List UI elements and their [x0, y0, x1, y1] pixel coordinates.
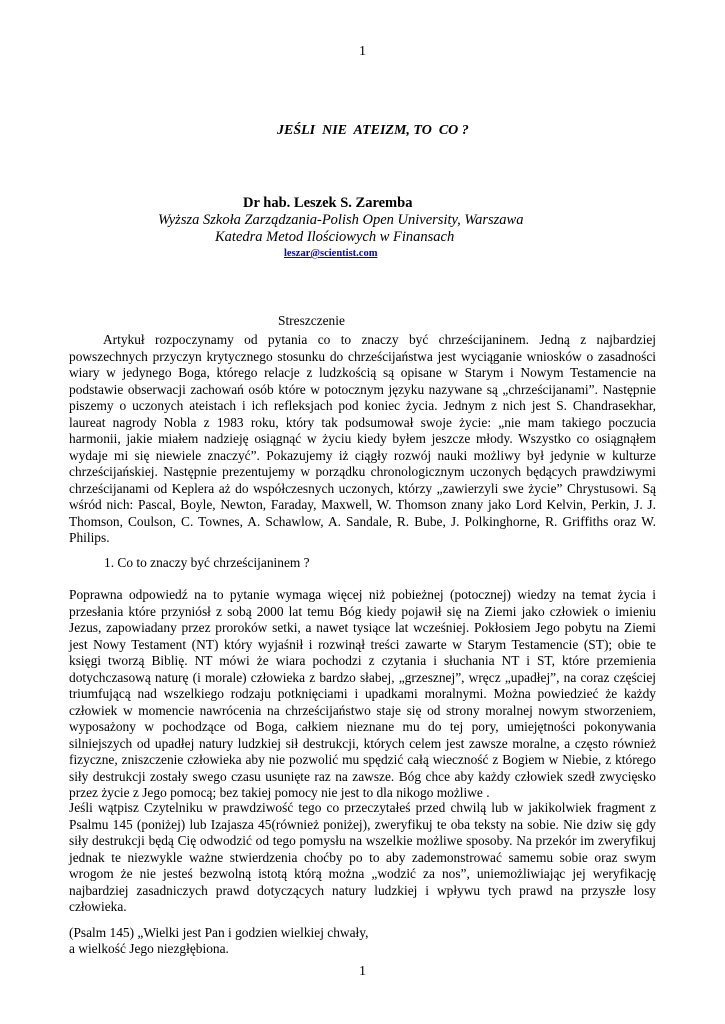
page-number-top-text: 1: [359, 44, 366, 59]
document-title: JEŚLI NIE ATEIZM, TO CO ?: [277, 123, 469, 138]
page-number-top: [0, 44, 725, 61]
author-name: Dr hab. Leszek S. Zaremba: [243, 195, 413, 211]
psalm-quote-line-1: (Psalm 145) „Wielki jest Pan i godzien wielkiej chwały,: [69, 925, 369, 940]
affiliation-line-1: Wyższa Szkoła Zarządzania-Polish Open University, Warszawa: [158, 212, 524, 228]
body-paragraph-2: Jeśli wątpisz Czytelniku w prawdziwość tego co przeczytałeś przed chwilą lub w jakikolwiek fragment z Psalmu 145 (poniżej) lub Izajasza 45(również poniżej), zweryfikuj te oba teksty na sobie. Nie dziw się gdy siły destrukcji będą Cię odwodzić od tego pomysłu na wszelkie możliwe sposoby. Na przekór im zweryfikuj jednak te niezwykle ważne stwierdzenia choćby po to aby zademonstrować samemu sobie oraz swym wrogom że nie jesteś bezwolną istotą którą można „wodzić za nos”, uniemożliwiając jej weryfikację najbardziej zasadniczych prawd dotyczących natury ludzkiej i wpływu tych prawd na przyszłe losy człowieka.: [69, 800, 656, 914]
author-email-link[interactable]: leszar@scientist.com: [284, 248, 378, 259]
affiliation-line-2: Katedra Metod Ilościowych w Finansach: [215, 229, 455, 245]
abstract-heading: Streszczenie: [278, 313, 345, 328]
psalm-quote-line-2: a wielkość Jego niezgłębiona.: [69, 941, 229, 956]
body-paragraph-1: Poprawna odpowiedź na to pytanie wymaga więcej niż pobieżnej (potocznej) wiedzy na temat życia i przesłania które przyniósł z sobą 2000 lat temu Bóg kiedy pojawił się na Ziemi jako człowiek o imieniu Jezus, zapowiadany przez proroków setki, a nawet tysiące lat wcześniej. Pokłosiem Jego pobytu na Ziemi jest Nowy Testament (NT) który wyjaśnił i rozwinął treści zawarte w Starym Testamencie (ST); obie te księgi tworzą Biblię. NT mówi że wiara pochodzi z czytania i słuchania NT i ST, które przemienia dotychczasową naturę (i morale) człowieka z bardzo słabej, „grzesznej”, wręcz „upadłej”, na coraz częściej triumfującą nad wszelkiego rodzaju potknięciami i upadkami moralnymi. Można powiedzieć że każdy człowiek w momencie nawrócenia na chrześcijaństwo staje się od strony moralnej nowym stworzeniem, wyposażony w pochodzące od Boga, całkiem nieznane mu do tej pory, umiejętności pokonywania silniejszych od upadłej natury ludzkiej sił destrukcji, których celem jest zawsze moralne, a często również fizyczne, zniszczenie człowieka aby nie pozwolić mu spędzić całą wieczność z Bogiem w Niebie, z którego siły destrukcji zostały swego czasu usunięte raz na zawsze. Bóg chce aby każdy człowiek szedł zwycięsko przez życie z Jego pomocą; bez takiej pomocy nie jest to dla nikogo możliwe .: [69, 587, 656, 800]
section-heading: 1. Co to znaczy być chrześcijaninem ?: [104, 555, 310, 570]
abstract-paragraph: Artykuł rozpoczynamy od pytania co to znaczy być chrześcijaninem. Jedną z najbardziej powszechnych przyczyn krytycznego stosunku do chrześcijaństwa jest wyciąganie wniosków o zasadności wiary w jedynego Boga, którego relacje z ludzkością są opisane w Starym i Nowym Testamencie na podstawie obserwacji zachowań osób które w potocznym języku nazywane są „chrześcijanami”. Następnie piszemy o uczonych ateistach i ich refleksjach pod koniec życia. Jednym z nich jest S. Chandrasekhar, laureat nagrody Nobla z 1983 roku, który tak podsumował swoje życie: „nie mam takiego poczucia harmonii, jakie miałem nadzieję osiągnąć w życiu kiedy byłem jeszcze młody. Wszystko co osiągnąłem wydaje mi się niewiele znaczyć”. Pokazujemy iż ciągły rozwój nauki możliwy był jedynie w kulturze chrześcijańskiej. Następnie prezentujemy w porządku chronologicznym uczonych będących prawdziwymi chrześcijanami od Keplera aż do współczesnych uczonych, którzy „zawierzyli swe życie” Chrystusowi. Są wśród nich: Pascal, Boyle, Newton, Faraday, Maxwell, W. Thomson znany jako Lord Kelvin, Perkin, J. J. Thomson, Coulson, C. Townes, A. Schawlow, A. Sandale, R. Bube, J. Polkinghorne, R. Griffiths oraz W. Philips.: [69, 332, 656, 545]
page-number-bottom: 1: [359, 964, 366, 979]
